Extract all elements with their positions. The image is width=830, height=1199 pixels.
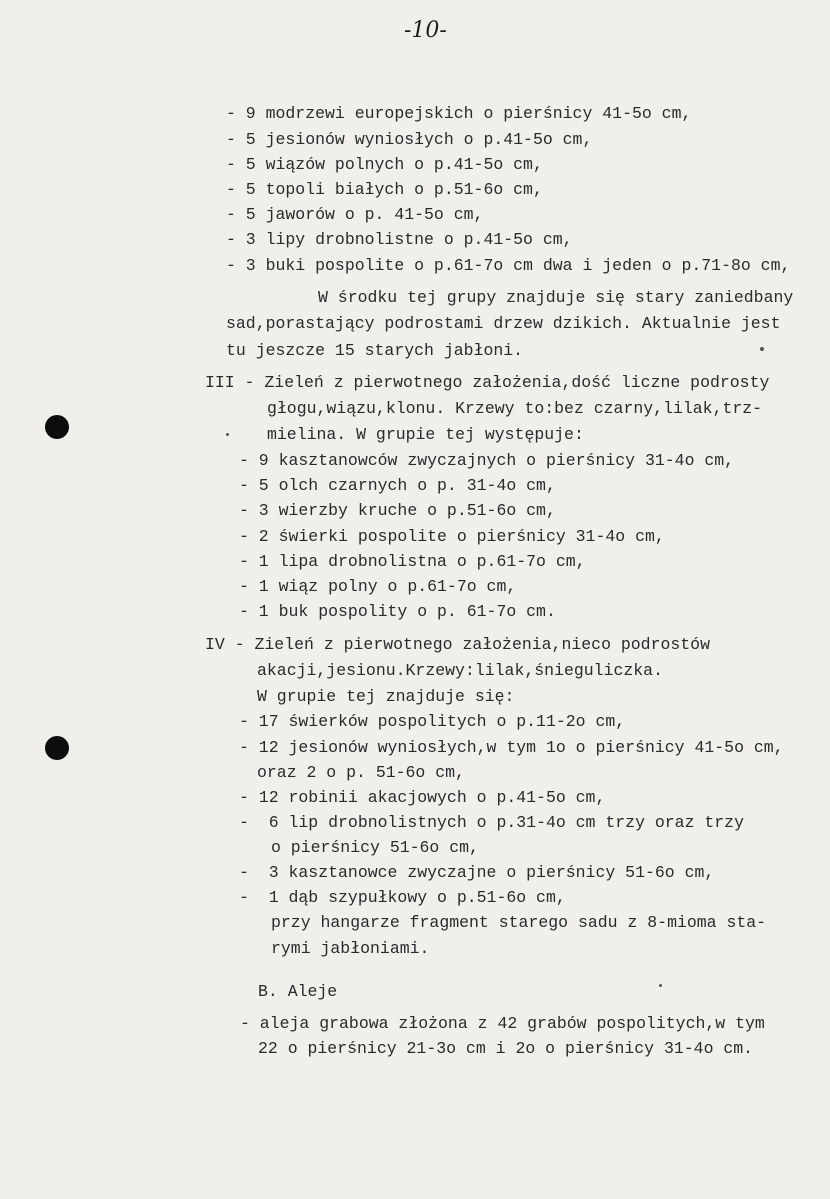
text-line: - 9 kasztanowców zwyczajnych o pierśnicy 31-4o cm, [239, 451, 735, 470]
text-line: - 3 kasztanowce zwyczajne o pierśnicy 51-6o cm, [239, 863, 715, 882]
ink-speck [226, 433, 229, 436]
text-line: akacji,jesionu.Krzewy:lilak,śnieguliczka. [257, 661, 663, 680]
text-line: B. Aleje [258, 982, 338, 1001]
text-line: - 3 lipy drobnolistne o p.41-5o cm, [226, 230, 573, 249]
text-line: III - Zieleń z pierwotnego założenia,dość liczne podrosty [205, 373, 770, 392]
text-line: - 1 buk pospolity o p. 61-7o cm. [239, 602, 556, 621]
page-number: -10- [404, 18, 447, 43]
text-line: sad,porastający podrostami drzew dzikich. Aktualnie jest [226, 314, 781, 333]
text-line: rymi jabłoniami. [271, 939, 430, 958]
text-line: - 1 lipa drobnolistna o p.61-7o cm, [239, 552, 586, 571]
text-line: - 5 jesionów wyniosłych o p.41-5o cm, [226, 130, 593, 149]
text-line: oraz 2 o p. 51-6o cm, [257, 763, 465, 782]
text-line: przy hangarze fragment starego sadu z 8-mioma sta- [271, 913, 767, 932]
text-line: - 12 robinii akacjowych o p.41-5o cm, [239, 788, 606, 807]
text-line: - 6 lip drobnolistnych o p.31-4o cm trzy oraz trzy [239, 813, 744, 832]
text-line: - aleja grabowa złożona z 42 grabów pospolitych,w tym [240, 1014, 765, 1033]
text-line: mielina. W grupie tej występuje: [267, 425, 584, 444]
text-line: - 17 świerków pospolitych o p.11-2o cm, [239, 712, 626, 731]
ink-speck [659, 984, 662, 987]
punch-hole-icon [45, 415, 69, 439]
text-line: 22 o pierśnicy 21-3o cm i 2o o pierśnicy 31-4o cm. [258, 1039, 754, 1058]
text-line: o pierśnicy 51-6o cm, [271, 838, 479, 857]
text-line: - 5 topoli białych o p.51-6o cm, [226, 180, 543, 199]
text-line: IV - Zieleń z pierwotnego założenia,nieco podrostów [205, 635, 710, 654]
text-line: - 3 buki pospolite o p.61-7o cm dwa i jeden o p.71-8o cm, [226, 256, 791, 275]
text-line: - 9 modrzewi europejskich o pierśnicy 41-5o cm, [226, 104, 692, 123]
text-line: - 2 świerki pospolite o pierśnicy 31-4o cm, [239, 527, 665, 546]
text-line: - 3 wierzby kruche o p.51-6o cm, [239, 501, 556, 520]
text-line: - 5 jaworów o p. 41-5o cm, [226, 205, 484, 224]
punch-hole-icon [45, 736, 69, 760]
text-line: W środku tej grupy znajduje się stary zaniedbany [318, 288, 794, 307]
text-line: - 5 wiązów polnych o p.41-5o cm, [226, 155, 543, 174]
text-line: głogu,wiązu,klonu. Krzewy to:bez czarny,lilak,trz- [267, 399, 763, 418]
text-line: tu jeszcze 15 starych jabłoni. [226, 341, 524, 360]
text-line: - 1 wiąz polny o p.61-7o cm, [239, 577, 517, 596]
text-line: W grupie tej znajduje się: [257, 687, 515, 706]
text-line: - 5 olch czarnych o p. 31-4o cm, [239, 476, 556, 495]
text-line: - 1 dąb szypułkowy o p.51-6o cm, [239, 888, 566, 907]
text-line: - 12 jesionów wyniosłych,w tym 1o o pierśnicy 41-5o cm, [239, 738, 784, 757]
ink-speck [760, 347, 764, 351]
